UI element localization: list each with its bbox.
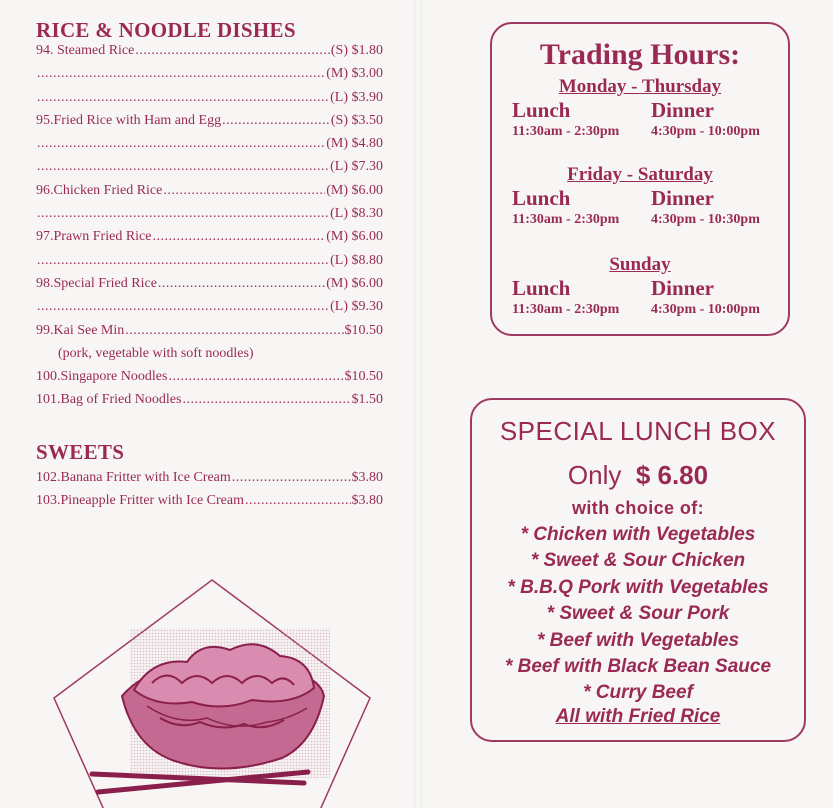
dinner-hours: 4:30pm - 10:00pm	[651, 302, 760, 317]
dot-leader	[37, 66, 325, 82]
menu-item-name: 102.Banana Fritter with Ice Cream	[36, 470, 231, 485]
rice-noodle-list	[36, 43, 383, 416]
dot-leader	[37, 159, 329, 175]
dot-leader	[37, 253, 329, 269]
lunch-option: * B.B.Q Pork with Vegetables	[507, 576, 769, 598]
lunch-box-price-line	[472, 460, 804, 491]
menu-item-price: $10.50	[344, 369, 383, 385]
dinner-label: Dinner	[651, 98, 714, 122]
lunch-label: Lunch	[512, 98, 571, 122]
menu-item	[36, 253, 383, 276]
day-range-heading: Friday - Saturday	[567, 164, 713, 185]
menu-item-price: (L) $8.80	[330, 252, 383, 268]
lunch-option: * Beef with Vegetables	[536, 629, 740, 651]
dot-leader	[168, 369, 343, 385]
menu-item-price: $3.80	[351, 493, 383, 509]
menu-item	[36, 323, 383, 346]
lunch-option: * Curry Beef	[583, 682, 693, 704]
choice-label: with choice of:	[572, 498, 704, 518]
menu-item-price: (M) $3.00	[326, 66, 383, 82]
lunch-option: * Sweet & Sour Chicken	[530, 550, 746, 572]
menu-item	[36, 43, 383, 66]
special-lunch-box	[470, 398, 806, 742]
menu-item-price: $3.80	[351, 470, 383, 485]
menu-item-price: (S) $1.80	[330, 43, 383, 58]
menu-item-name: 95.Fried Rice with Ham and Egg	[36, 112, 222, 128]
dot-leader	[37, 136, 325, 152]
menu-item-price: (L) $3.90	[330, 89, 383, 105]
lunch-label: Lunch	[512, 276, 571, 300]
sweets-list	[36, 470, 383, 517]
menu-item-price: (S) $3.50	[330, 112, 383, 128]
dot-leader	[152, 229, 325, 245]
menu-item	[36, 183, 383, 206]
menu-item-name: 98.Special Fried Rice	[36, 275, 157, 291]
dot-leader	[158, 276, 325, 292]
day-range-heading: Sunday	[609, 254, 671, 275]
menu-item	[36, 346, 383, 369]
menu-item	[36, 113, 383, 136]
menu-item-price: $10.50	[344, 322, 383, 338]
menu-item-name: 96.Chicken Fried Rice	[36, 182, 163, 198]
dot-leader	[135, 43, 330, 59]
menu-item-price: (M) $6.00	[326, 229, 383, 245]
dot-leader	[125, 323, 343, 339]
menu-item-price: $1.50	[351, 392, 383, 408]
lunch-hours: 11:30am - 2:30pm	[512, 124, 620, 139]
menu-item-name: 94. Steamed Rice	[36, 43, 135, 58]
lunch-options-list	[472, 522, 804, 707]
dot-leader	[37, 206, 329, 222]
menu-item	[36, 136, 383, 159]
show-through-texture	[430, 30, 490, 330]
day-range-heading: Monday - Thursday	[558, 76, 722, 97]
rice-noodle-heading: RICE & NOODLE DISHES	[36, 18, 296, 42]
menu-item	[36, 206, 383, 229]
menu-item-price: (L) $9.30	[330, 299, 383, 315]
menu-item-name: 100.Singapore Noodles	[36, 369, 168, 385]
dinner-hours: 4:30pm - 10:00pm	[651, 124, 760, 139]
dot-leader	[37, 299, 329, 315]
lunch-option: * Chicken with Vegetables	[520, 524, 756, 545]
menu-item	[36, 470, 383, 493]
dinner-label: Dinner	[651, 186, 714, 210]
dinner-label: Dinner	[651, 276, 714, 300]
dot-leader	[232, 470, 351, 486]
menu-item-price: (L) $8.30	[330, 206, 383, 222]
lunch-hours: 11:30am - 2:30pm	[512, 212, 620, 227]
menu-item	[36, 369, 383, 392]
menu-item	[36, 90, 383, 113]
menu-item-price: (M) $4.80	[326, 136, 383, 152]
menu-item-name: 101.Bag of Fried Noodles	[36, 392, 182, 408]
menu-item-name: 99.Kai See Min	[36, 322, 125, 338]
lunch-option: * Sweet & Sour Pork	[546, 603, 730, 625]
lunch-option: * Beef with Black Bean Sauce	[504, 655, 772, 677]
trading-hours-box	[490, 22, 790, 336]
dot-leader	[222, 113, 330, 129]
menu-item-name: 103.Pineapple Fritter with Ice Cream	[36, 493, 244, 509]
noodle-bowl-illustration	[52, 578, 382, 808]
lunch-label: Lunch	[512, 186, 571, 210]
page-fold	[414, 0, 422, 808]
menu-item	[36, 276, 383, 299]
lunch-box-price: $ 6.80	[635, 460, 709, 490]
menu-item	[36, 159, 383, 182]
menu-item-price: (L) $7.30	[330, 159, 383, 175]
lunch-hours: 11:30am - 2:30pm	[512, 302, 620, 317]
dot-leader	[245, 493, 351, 509]
lunch-box-footer: All with Fried Rice	[555, 706, 721, 727]
menu-item-name: 97.Prawn Fried Rice	[36, 229, 152, 245]
lunch-box-title: SPECIAL LUNCH BOX	[499, 416, 777, 446]
menu-item	[36, 493, 383, 516]
dot-leader	[37, 90, 329, 106]
trading-hours-title: Trading Hours:	[539, 38, 741, 71]
dinner-hours: 4:30pm - 10:30pm	[651, 212, 760, 227]
dot-leader	[182, 392, 350, 408]
menu-item-name: (pork, vegetable with soft noodles)	[58, 345, 254, 361]
menu-item	[36, 229, 383, 252]
menu-item	[36, 66, 383, 89]
menu-item	[36, 392, 383, 415]
menu-item-price: (M) $6.00	[326, 182, 383, 198]
menu-item-price: (M) $6.00	[326, 275, 383, 291]
sweets-heading: SWEETS	[36, 440, 125, 464]
price-prefix: Only	[567, 460, 622, 490]
dot-leader	[163, 183, 325, 199]
menu-item	[36, 299, 383, 322]
